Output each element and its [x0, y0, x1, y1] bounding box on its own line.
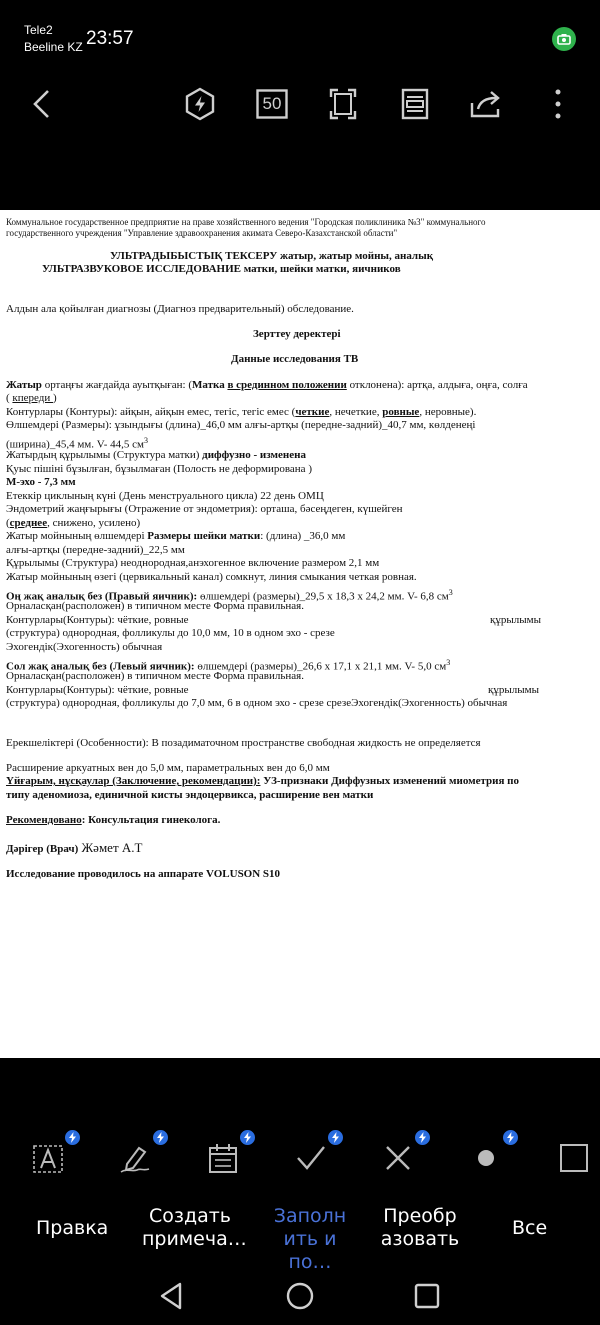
- cube-sup: 3: [143, 436, 148, 445]
- cross-tool[interactable]: [380, 1140, 416, 1176]
- left-ovary-location: Орналасқан(расположен) в типичном месте Форма правильная.: [6, 670, 304, 682]
- right-ovary-echogenicity: Эхогендік(Эхогенность) обычная: [6, 641, 163, 653]
- recommendation-text: : Консультация гинеколога.: [81, 814, 221, 826]
- cavity-line: Қуыс пішіні бұзылған, бұзылмаған (Полость не деформирована ): [6, 463, 312, 475]
- fit-page-button[interactable]: [325, 86, 361, 122]
- carrier-primary: Tele2: [24, 23, 53, 37]
- tab-create-note-line2: примеча…: [142, 1228, 247, 1250]
- endometrium-value: среднее: [9, 517, 48, 529]
- cervix-structure-line: Құрылымы (Структура) неоднородная,анэхогенное включение размером 2,1 мм: [6, 557, 380, 569]
- conclusion-line: [6, 775, 519, 788]
- recommendation-label: Рекомендовано: [6, 814, 82, 826]
- uterus-structure-line: [6, 449, 306, 462]
- section-heading-ru: Данные исследования ТВ: [231, 353, 359, 365]
- ai-badge-icon: [65, 1130, 80, 1145]
- cross-icon: [384, 1144, 412, 1172]
- paren-open-2: (: [6, 517, 10, 529]
- contours-sep: , нечеткие,: [329, 406, 383, 418]
- contours-end: , неровные).: [419, 406, 477, 418]
- date-tool[interactable]: [205, 1140, 241, 1176]
- deviation-value-line: [6, 392, 57, 405]
- doctor-label: Дәрігер (Врач): [6, 843, 79, 855]
- hexagon-bolt-icon: [184, 87, 216, 121]
- tab-fill-sign-line2: ить и по…: [283, 1228, 337, 1273]
- endometrium-value-line: [6, 517, 140, 530]
- endometrium-options: , снижено, усилено): [47, 517, 141, 529]
- preliminary-diagnosis: Алдын ала қойылған диагнозы (Диагноз предварительный) обследование.: [6, 303, 354, 315]
- left-ovary-size: өлшемдері (размеры)_26,6 х 17,1 х 21,1 мм. V- 5,0 см: [194, 660, 447, 673]
- features-line: Ерекшеліктері (Особенности): В позадиматочном пространстве свободная жидкость не определяется: [6, 737, 481, 749]
- uterus-position-line: [6, 379, 528, 392]
- structure-text: Жатырдың құрылымы (Структура матки): [6, 449, 203, 461]
- tab-create-note-line1: Создать: [148, 1205, 232, 1227]
- tab-convert-line2: азовать: [380, 1228, 460, 1250]
- checkmark-icon: [295, 1144, 327, 1172]
- page-count-button[interactable]: [254, 86, 290, 122]
- dot-icon: [476, 1148, 496, 1168]
- carrier-info: [24, 22, 83, 56]
- share-button[interactable]: [468, 86, 504, 122]
- cervix-ap-line: алғы-артқы (передне-задний)_22,5 мм: [6, 544, 185, 556]
- square-icon: [559, 1143, 589, 1173]
- ai-badge-icon: [503, 1130, 518, 1145]
- text-box-tool[interactable]: [30, 1140, 66, 1176]
- more-options-button[interactable]: [540, 86, 576, 122]
- tab-fill-sign[interactable]: [262, 1205, 358, 1274]
- left-ovary-contours: Контурлары(Контуры): чёткие, ровные: [6, 684, 189, 696]
- status-bar: [0, 0, 600, 70]
- uterus-label-ru: Матка: [192, 379, 228, 391]
- structure-value: диффузно - изменена: [202, 449, 306, 461]
- doctor-line: [6, 841, 142, 856]
- back-button[interactable]: [24, 86, 60, 122]
- cube-sup-2: 3: [448, 588, 453, 597]
- left-ovary-structure-label: құрылымы: [488, 684, 539, 696]
- checkmark-tool[interactable]: [293, 1140, 329, 1176]
- triangle-back-icon: [158, 1282, 184, 1310]
- title-kz: УЛЬТРАДЫБЫСТЫҚ ТЕКСЕРУ жатыр, жатыр мойны, аналық: [110, 250, 434, 262]
- org-line-1: Коммунальное государственное предприятие на праве хозяйственного ведения "Городская поликлиника №3" коммунального: [6, 217, 486, 227]
- ai-badge-icon: [240, 1130, 255, 1145]
- doctor-name: Жәмет А.Т: [78, 840, 143, 855]
- back-arrow-icon: [32, 89, 52, 119]
- signature-tool[interactable]: [118, 1140, 154, 1176]
- right-ovary-structure: (структура) однородная, фолликулы до 10,0 мм, 10 в одном эхо - срезе: [6, 627, 335, 639]
- device-line: Исследование проводилось на аппарате VOLUSON S10: [6, 868, 281, 880]
- circle-home-icon: [285, 1281, 315, 1311]
- cycle-day-line: Етеккір циклының күні (День менструального цикла) 22 день ОМЦ: [6, 490, 324, 502]
- ai-badge-icon: [328, 1130, 343, 1145]
- cervix-label-ru: Размеры шейки матки: [147, 530, 261, 542]
- uterus-position-text: ортаңғы жағдайда ауытқыған: (: [41, 379, 193, 391]
- rectangle-tool[interactable]: [556, 1140, 592, 1176]
- viewer-toolbar: [0, 70, 600, 140]
- system-nav-bar: [0, 1265, 600, 1325]
- uterus-label: Жатыр: [6, 379, 42, 391]
- square-recents-icon: [414, 1283, 440, 1309]
- contours-clear: четкие: [295, 406, 330, 418]
- tab-edit[interactable]: Правка: [36, 1217, 109, 1239]
- share-icon: [469, 89, 503, 119]
- endometrium-line: Эндометрий жаңғырығы (Отражение от эндометрия): орташа, бәсеңдеген, күшейген: [6, 503, 403, 515]
- conclusion-line-2: типу аденомиоза, единичной кисты эндоцервикса, расширение вен матки: [6, 789, 374, 801]
- veins-line: Расширение аркуатных вен до 5,0 мм, параметральных вен до 6,0 мм: [6, 762, 330, 774]
- m-echo-line: М-эхо - 7,3 мм: [6, 476, 76, 488]
- pen-signature-icon: [119, 1142, 153, 1174]
- tab-all[interactable]: Все: [512, 1217, 548, 1239]
- uterus-width-text: (ширина)_45,4 мм. V- 44,5 см: [6, 438, 144, 451]
- fit-page-icon: [329, 88, 357, 120]
- deviation-value: кпереди: [12, 392, 54, 404]
- right-ovary-label: Оң жақ аналық без (Правый яичник):: [6, 590, 198, 603]
- contours-even: ровные: [382, 406, 420, 418]
- title-ru: УЛЬТРАЗВУКОВОЕ ИССЛЕДОВАНИЕ матки, шейки матки, яичников: [42, 263, 401, 275]
- right-ovary-structure-label: құрылымы: [490, 614, 541, 626]
- text-box-icon: [32, 1142, 64, 1174]
- left-ovary-label: Сол жақ аналық без (Левый яичник):: [6, 660, 195, 673]
- contours-line: [6, 406, 476, 419]
- carrier-secondary: Beeline KZ: [24, 40, 83, 54]
- tab-create-note[interactable]: [142, 1205, 247, 1251]
- document-view-icon: [401, 88, 429, 120]
- annotation-tools: [0, 1110, 600, 1195]
- nav-recents-button[interactable]: [410, 1279, 444, 1313]
- ai-badge-icon: [415, 1130, 430, 1145]
- camera-indicator-icon: [552, 27, 576, 51]
- dot-tool[interactable]: [468, 1140, 504, 1176]
- contours-text: Контурлары (Контуры): айқын, айқын емес, тегіс, тегіс емес (: [6, 406, 296, 418]
- deviation-text: отклонена): артқа, алдыға, оңға, солға: [346, 379, 528, 391]
- cube-sup-3: 3: [446, 658, 451, 667]
- right-ovary-contours: Контурлары(Контуры): чёткие, ровные: [6, 614, 189, 626]
- cervix-size-line: [6, 530, 345, 543]
- uterus-size-line: Өлшемдері (Размеры): ұзындығы (длина)_46,0 мм алғы-артқы (передне-задний)_40,7 мм, көлденеңі: [6, 419, 476, 431]
- conclusion-label: Үйғарым, нұсқаулар (Заключение, рекомендации):: [6, 775, 261, 787]
- right-ovary-location: Орналасқан(расположен) в типичном месте Форма правильная.: [6, 600, 304, 612]
- more-vert-icon: [554, 88, 562, 120]
- status-time: 23:57: [86, 28, 134, 49]
- tab-convert-line1: Преобр: [383, 1205, 457, 1227]
- ai-badge-icon: [153, 1130, 168, 1145]
- org-line-2: государственного учреждения "Управление здравоохранения акимата Северо-Казахстанской области": [6, 228, 398, 238]
- section-heading-kz: Зерттеу деректері: [253, 328, 341, 340]
- nav-back-button[interactable]: [154, 1279, 188, 1313]
- median-position: в срединном положении: [227, 379, 347, 391]
- calendar-icon: [207, 1142, 239, 1174]
- paren-open: (: [6, 392, 13, 404]
- recommendation-line: [6, 814, 220, 827]
- reading-mode-button[interactable]: [397, 86, 433, 122]
- page-count-label: 50: [262, 94, 282, 113]
- tab-fill-sign-line1: Заполн: [273, 1205, 347, 1227]
- ai-assistant-button[interactable]: [182, 86, 218, 122]
- cervix-label-kz: Жатыр мойнының өлшемдері: [6, 530, 148, 542]
- right-ovary-size: өлшемдері (размеры)_29,5 х 18,3 х 24,2 мм. V- 6,8 см: [197, 590, 449, 603]
- conclusion-text: УЗ-признаки Диффузных изменений миометрия по: [260, 775, 520, 787]
- left-ovary-structure: (структура) однородная, фолликулы до 7,0 мм, 6 в одном эхо - срезе срезеЭхогендік(Эхогенность) обычная: [6, 697, 508, 709]
- bottom-tab-bar: [0, 1195, 600, 1273]
- nav-home-button[interactable]: [283, 1279, 317, 1313]
- cervical-canal-line: Жатыр мойнының өзегі (цервикальный канал) сомкнут, линия смыкания четкая ровная.: [6, 571, 417, 583]
- paren-close: ): [53, 392, 57, 404]
- tab-convert[interactable]: [378, 1205, 462, 1251]
- document-page[interactable]: [0, 210, 600, 1058]
- cervix-length: : (длина) _36,0 мм: [260, 530, 346, 542]
